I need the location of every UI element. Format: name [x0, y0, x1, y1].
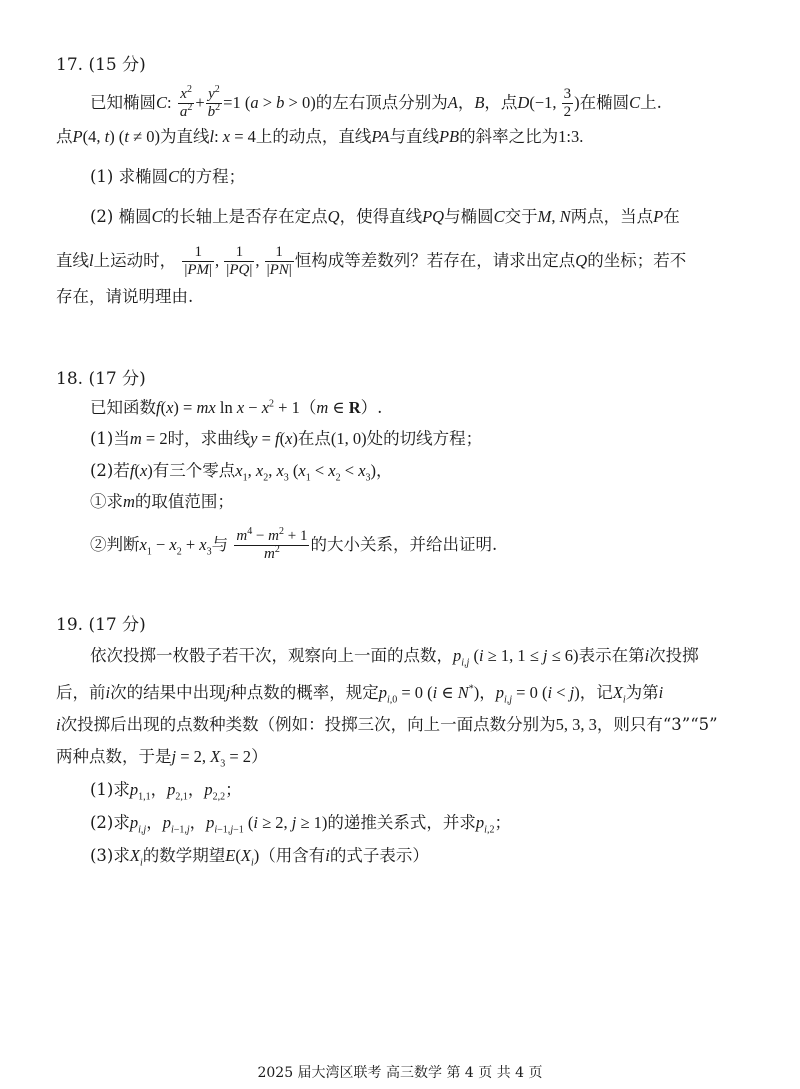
q18-line1: 已知函数f(x) = mx $\ln x - x^2 + 1(m$ ∈ R）.: [90, 398, 383, 417]
q19-part1: (1)求$p_{1,1}$，$p_{2,1}$，$p_{2,2}$；: [90, 780, 242, 803]
q17-header: 17. (15 分): [56, 55, 146, 75]
q17-part1: (1) 求椭圆C的方程；: [90, 167, 246, 186]
q17-line2: 点P(4, t) (t ≠ 0)为直线l: x = 4上的动点，直线PA与直线PB的斜率之比为1:3.: [56, 127, 584, 146]
q19-header: 19. (17 分): [56, 615, 146, 635]
page-footer: 2025 届大湾区联考 高三数学 第 4 页 共 4 页: [257, 1065, 543, 1081]
q17-line1: 已知椭圆C: $\frac{x^2}{a^2}$ + $\frac{y^2}{b^2}$ =1 (a > b > 0)的左右顶点分别为A，B，点D(−1, $\frac{3}{2}$ )在椭圆C上.: [90, 84, 662, 120]
q19-line3: i次投掷后出现的点数种类数（例如：投掷三次，向上一面点数分别为5, 3, 3，则只有“3”“5”: [56, 715, 718, 734]
q19-line4: 两种点数，于是j = 2, $X_3 = 2$）: [56, 747, 268, 770]
q18-part2: (2)若f(x)有三个零点$x_1$, $x_2$, $x_3$ $(x_1 < x_2 < x_3)$，: [90, 461, 393, 484]
q19-part2: (2)求$p_{i,j}$，$p_{i-1,j}$，$p_{i-1,j-1}$ (i ≥ 2, j ≥ 1)的递推关系式，并求$p_{i,2}$；: [90, 813, 511, 836]
q17-part2-line3: 存在，请说明理由.: [56, 287, 194, 306]
q18-part2-sub1: ①求m的取值范围；: [90, 492, 234, 511]
q18-part2-sub2: ②判断$x_1 - x_2 + x_3$与 $\frac{m^4 - m^2 + 1}{m^2}$ 的大小关系，并给出证明.: [90, 526, 498, 562]
one-over-pn: $\frac{1}{|PN|}$: [266, 244, 292, 278]
q19-part3: (3)求$X_i$的数学期望$E(X_i)$（用含有i的式子表示）: [90, 846, 429, 869]
one-over-pm: $\frac{1}{|PM|}$: [184, 244, 213, 278]
x2-over-a2: $\frac{x^2}{a^2}$: [179, 84, 193, 120]
q17-part2-line1: (2) 椭圆C的长轴上是否存在定点Q，使得直线PQ与椭圆C交于M, N两点，当点P在: [90, 207, 680, 226]
one-over-pq: $\frac{1}{|PQ|}$: [226, 244, 253, 278]
three-halves: $\frac{3}{2}$: [563, 86, 572, 120]
q18-part1: (1)当m = 2时，求曲线y = f(x)在点(1, 0)处的切线方程；: [90, 429, 483, 448]
m-fraction: $\frac{m^4 - m^2 + 1}{m^2}$: [236, 526, 308, 562]
y2-over-b2: $\frac{y^2}{b^2}$: [207, 84, 221, 120]
q19-line1: 依次投掷一枚骰子若干次，观察向上一面的点数，$p_{i,j}$ (i ≥ 1, 1 ≤ j ≤ 6)表示在第i次投掷: [90, 646, 699, 669]
q18-header: 18. (17 分): [56, 369, 146, 389]
q19-line2: 后，前i次的结果中出现j种点数的概率，规定$p_{i,0} = 0$ (i ∈ N*)，$p_{i,j} = 0$ (i < j)，记$X_i$为第i: [56, 683, 664, 706]
q17-part2-line2: 直线l上运动时， $\frac{1}{|PM|}$ , $\frac{1}{|PQ|}$ , $\frac{1}{|PN|}$ 恒构成等差数列？若存在，请求出定点Q的坐标；若不: [56, 244, 687, 278]
